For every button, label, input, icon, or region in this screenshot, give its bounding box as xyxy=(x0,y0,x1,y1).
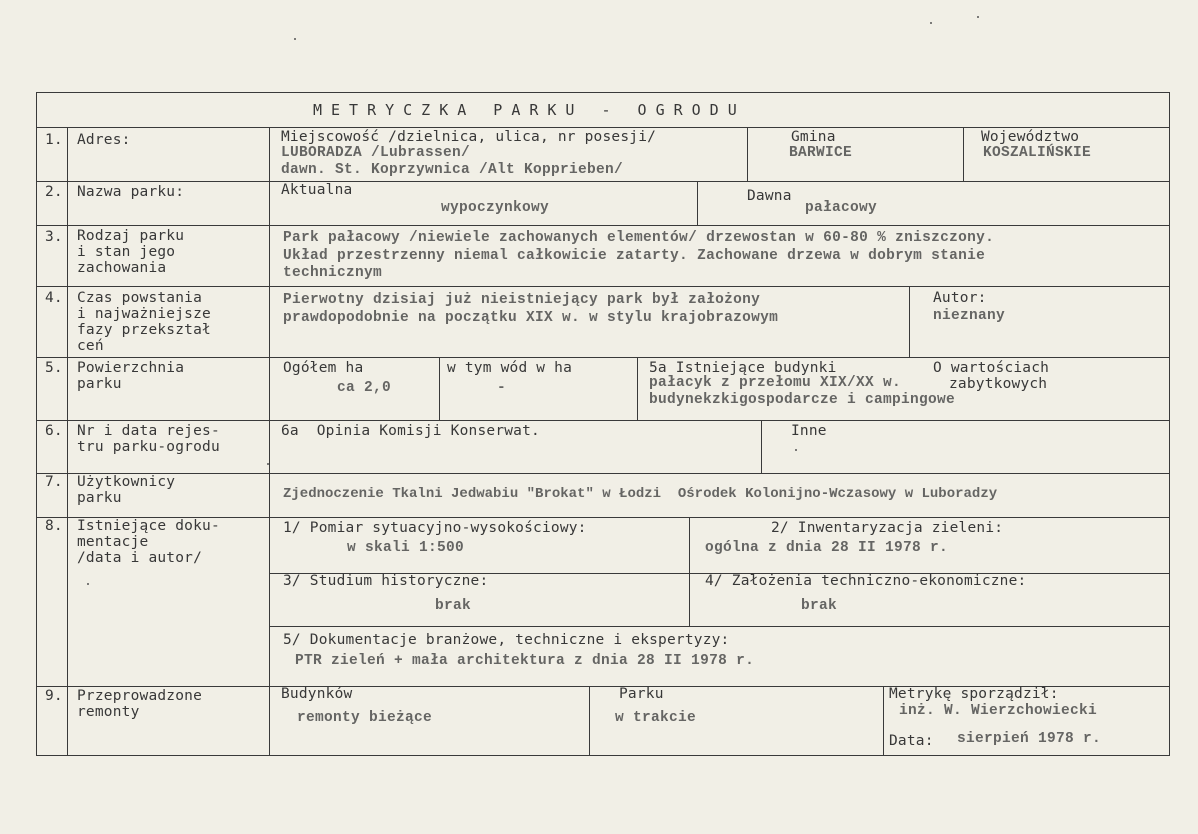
area-label-line: parku xyxy=(77,376,122,392)
locality-value: LUBORADZA /Lubrassen/ xyxy=(281,145,471,161)
repairs-label-line: remonty xyxy=(77,704,140,720)
greenery-inventory-value: ogólna z dnia 28 II 1978 r. xyxy=(705,540,949,556)
repairs-label-line: Przeprowadzone xyxy=(77,688,203,704)
park-type-value-line: Park pałacowy /niewiele zachowanych elementów/ drzewostan w 60-80 % zniszczony. xyxy=(283,230,995,246)
area-label-line: Powierzchnia xyxy=(77,360,185,376)
total-area-value: ca 2,0 xyxy=(337,380,392,396)
current-name-value: wypoczynkowy xyxy=(441,200,550,216)
buildings-value-line: pałacyk z przełomu XIX/XX w. xyxy=(649,375,902,391)
register-label-line: tru parku-ogrodu xyxy=(77,439,220,455)
park-repairs-header: Parku xyxy=(619,686,664,702)
docs-label-line: mentacje xyxy=(77,534,149,550)
total-area-header: Ogółem ha xyxy=(283,360,364,376)
docs-label-line: /data i autor/ xyxy=(77,550,203,566)
history-label-line: fazy przekształ xyxy=(77,322,211,338)
row-number: 8. xyxy=(45,518,63,534)
date-value: sierpień 1978 r. xyxy=(957,731,1102,747)
locality-former-name: dawn. St. Koprzywnica /Alt Kopprieben/ xyxy=(281,162,624,178)
history-study-header: 3/ Studium historyczne: xyxy=(283,573,489,589)
gmina-value: BARWICE xyxy=(789,145,853,161)
users-value: Zjednoczenie Tkalni Jedwabiu "Brokat" w Łodzi Ośrodek Kolonijno-Wczasowy w Luboradzy xyxy=(283,486,998,502)
voivodeship-header: Województwo xyxy=(981,129,1080,145)
tech-econ-header: 4/ Założenia techniczno-ekonomiczne: xyxy=(705,573,1027,589)
park-name-label: Nazwa parku: xyxy=(77,184,185,200)
users-label-line: parku xyxy=(77,490,122,506)
park-type-label-line: Rodzaj parku xyxy=(77,228,185,244)
water-area-value: - xyxy=(497,380,507,396)
heritage-value-header: zabytkowych xyxy=(949,376,1048,392)
park-type-value-line: technicznym xyxy=(283,265,383,281)
author-header: Autor: xyxy=(933,290,987,306)
current-name-header: Aktualna xyxy=(281,182,353,198)
buildings-value-line: budynekzkigospodarcze i campingowe xyxy=(649,392,956,408)
survey-value: w skali 1:500 xyxy=(347,540,465,556)
park-type-value-line: Układ przestrzenny niemal całkowicie zatarty. Zachowane drzewa w dobrym stanie xyxy=(283,248,986,264)
former-name-value: pałacowy xyxy=(805,200,878,216)
address-label: Adres: xyxy=(77,132,131,148)
industry-docs-value: PTR zieleń + mała architektura z dnia 28 II 1978 r. xyxy=(295,653,755,669)
voivodeship-value: KOSZALIŃSKIE xyxy=(983,145,1092,161)
date-label: Data: xyxy=(889,733,934,749)
history-study-value: brak xyxy=(435,598,472,614)
paper-speck xyxy=(795,449,797,451)
row-number: 5. xyxy=(45,360,63,376)
greenery-inventory-header: 2/ Inwentaryzacja zieleni: xyxy=(771,520,1004,536)
row-number: 1. xyxy=(45,132,63,148)
author-value: nieznany xyxy=(933,308,1006,324)
gmina-header: Gmina xyxy=(791,129,836,145)
row-number: 3. xyxy=(45,229,63,245)
docs-label-line: Istniejące doku- xyxy=(77,518,220,534)
paper-speck xyxy=(930,22,932,24)
survey-header: 1/ Pomiar sytuacyjno-wysokościowy: xyxy=(283,520,587,536)
history-value-line: Pierwotny dzisiaj już nieistniejący park był założony xyxy=(283,292,761,308)
form-title: METRYCZKA PARKU - OGRODU xyxy=(313,101,746,119)
prepared-by-value: inż. W. Wierzchowiecki xyxy=(899,703,1098,719)
paper-speck xyxy=(267,463,269,465)
paper-speck xyxy=(87,583,89,585)
row-number: 7. xyxy=(45,474,63,490)
former-name-header: Dawna xyxy=(747,188,792,204)
history-label-line: i najważniejsze xyxy=(77,306,211,322)
tech-econ-value: brak xyxy=(801,598,838,614)
users-label-line: Użytkownicy xyxy=(77,474,176,490)
park-type-label-line: zachowania xyxy=(77,260,167,276)
row-number: 6. xyxy=(45,423,63,439)
buildings-header: 5a Istniejące budynki xyxy=(649,360,837,376)
industry-docs-header: 5/ Dokumentacje branżowe, techniczne i ekspertyzy: xyxy=(283,632,730,648)
history-value-line: prawdopodobnie na początku XIX w. w stylu krajobrazowym xyxy=(283,310,779,326)
prepared-by-header: Metrykę sporządził: xyxy=(889,686,1059,702)
locality-header: Miejscowość /dzielnica, ulica, nr posesji/ xyxy=(281,129,657,145)
park-type-label-line: i stan jego xyxy=(77,244,176,260)
park-repairs-value: w trakcie xyxy=(615,710,697,726)
park-record-form xyxy=(36,92,1170,756)
other-header: Inne xyxy=(791,423,827,439)
history-label-line: ceń xyxy=(77,338,104,354)
row-number: 4. xyxy=(45,290,63,306)
paper-speck xyxy=(294,38,296,40)
conservation-opinion-header: 6a Opinia Komisji Konserwat. xyxy=(281,423,540,439)
paper-speck xyxy=(977,16,979,18)
row-number: 9. xyxy=(45,688,63,704)
building-repairs-header: Budynków xyxy=(281,686,353,702)
water-area-header: w tym wód w ha xyxy=(447,360,573,376)
building-repairs-value: remonty bieżące xyxy=(297,710,433,726)
history-label-line: Czas powstania xyxy=(77,290,203,306)
row-number: 2. xyxy=(45,184,63,200)
heritage-value-header: O wartościach xyxy=(933,360,1050,376)
register-label-line: Nr i data rejes- xyxy=(77,423,220,439)
